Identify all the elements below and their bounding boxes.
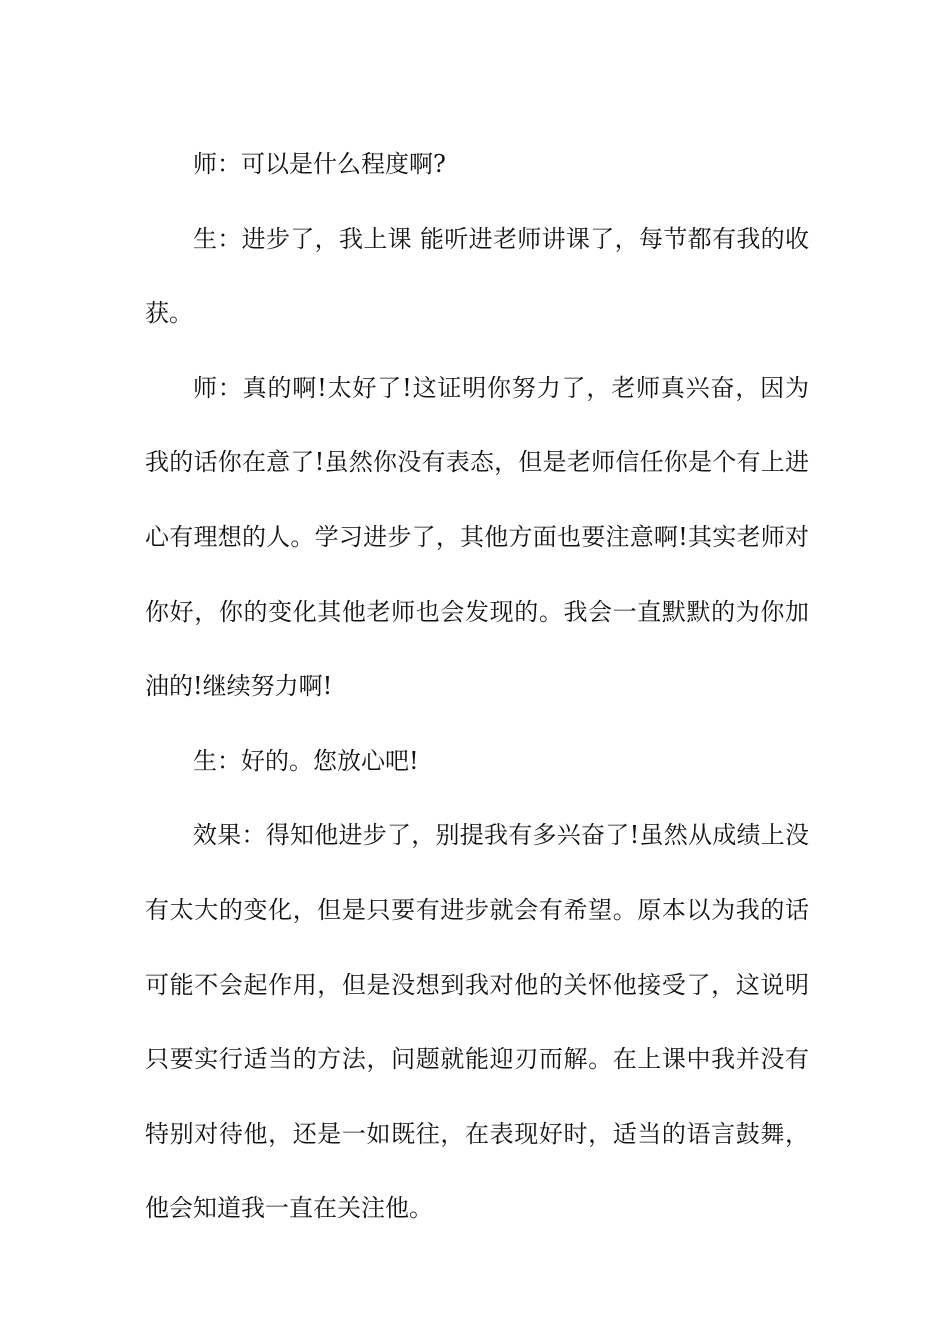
paragraph-teacher-question: 师：可以是什么程度啊? xyxy=(193,150,446,178)
document-body xyxy=(145,127,809,1246)
paragraph-effect: 效果：得知他进步了，别提我有多兴奋了!虽然从成绩上没有太大的变化，但是只要有进步就会有希望。原本以为我的话可能不会起作用，但是没想到我对他的关怀他接受了，这说明只要实行适当的方法，问题就能迎刃而解。在上课中我并没有特别对待他，还是一如既往，在表现好时，适当的语言鼓舞，他会知道我一直在关注他。 xyxy=(145,821,809,1223)
paragraph-teacher-encouragement: 师：真的啊!太好了!这证明你努力了，老师真兴奋，因为我的话你在意了!虽然你没有表态，但是老师信任你是个有上进心有理想的人。学习进步了，其他方面也要注意啊!其实老师对你好，你的变化其他老师也会发现的。我会一直默默的为你加油的!继续努力啊! xyxy=(145,373,809,701)
paragraph-student-answer: 生：进步了，我上课 能听进老师讲课了，每节都有我的收获。 xyxy=(145,224,809,328)
paragraph-student-reply: 生：好的。您放心吧! xyxy=(193,746,419,775)
